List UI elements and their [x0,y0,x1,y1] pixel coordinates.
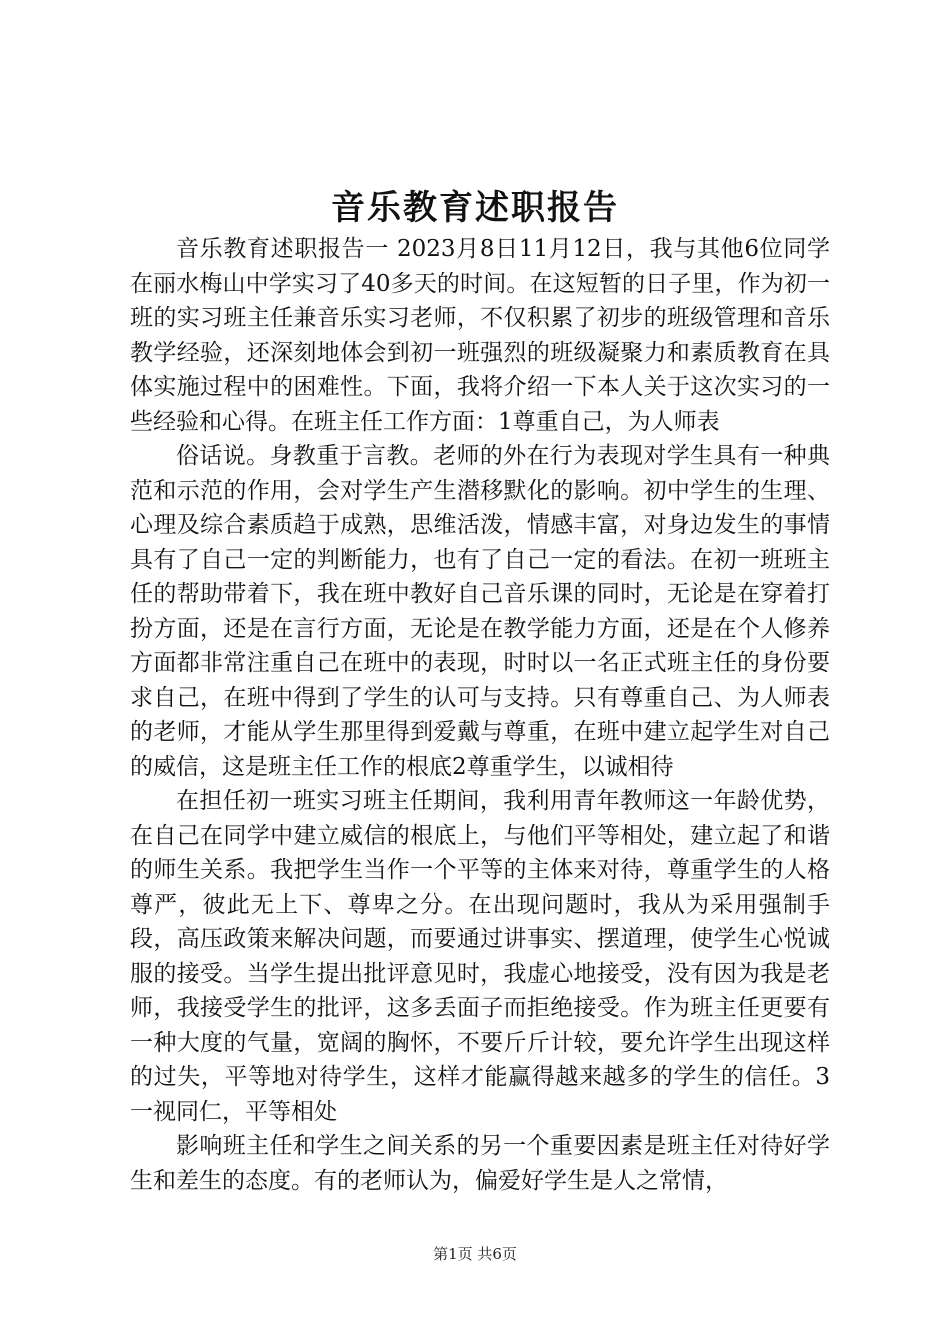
paragraph-4: 影响班主任和学生之间关系的另一个重要因素是班主任对待好学生和差生的态度。有的老师认为，偏爱好学生是人之常情， [130,1133,830,1194]
paragraph-1: 音乐教育述职报告一 2023月8日11月12日，我与其他6位同学在丽水梅山中学实习了40多天的时间。在这短暂的日子里，作为初一班的实习班主任兼音乐实习老师，不仅积累了初步的班级管理和音乐教学经验，还深刻地体会到初一班强烈的班级凝聚力和素质教育在具体实施过程中的困难性。下面，我将介绍一下本人关于这次实习的一些经验和心得。在班主任工作方面：1尊重自己，为人师表 [130,236,830,435]
document-body [130,232,830,1198]
page-number-footer: 第1页 共6页 [433,1245,517,1263]
paragraph-2: 俗话说。身教重于言教。老师的外在行为表现对学生具有一种典范和示范的作用，会对学生产生潜移默化的影响。初中学生的生理、心理及综合素质趋于成熟，思维活泼，情感丰富，对身边发生的事情具有了自己一定的判断能力，也有了自己一定的看法。在初一班班主任的帮助带着下，我在班中教好自己音乐课的同时，无论是在穿着打扮方面，还是在言行方面，无论是在教学能力方面，还是在个人修养方面都非常注重自己在班中的表现，时时以一名正式班主任的身份要求自己，在班中得到了学生的认可与支持。只有尊重自己、为人师表的老师，才能从学生那里得到爱戴与尊重，在班中建立起学生对自己的威信，这是班主任工作的根底2尊重学生，以诚相待 [130,443,830,780]
page-title: 音乐教育述职报告 [331,188,619,228]
paragraph-3: 在担任初一班实习班主任期间，我利用青年教师这一年龄优势，在自己在同学中建立威信的根底上，与他们平等相处，建立起了和谐的师生关系。我把学生当作一个平等的主体来对待，尊重学生的人格尊严，彼此无上下、尊卑之分。在出现问题时，我从为采用强制手段，高压政策来解决问题，而要通过讲事实、摆道理，使学生心悦诚服的接受。当学生提出批评意见时，我虚心地接受，没有因为我是老师，我接受学生的批评，这多丢面子而拒绝接受。作为班主任更要有一种大度的气量，宽阔的胸怀，不要斤斤计较，要允许学生出现这样的过失，平等地对待学生，这样才能赢得越来越多的学生的信任。3一视同仁，平等相处 [130,788,830,1125]
